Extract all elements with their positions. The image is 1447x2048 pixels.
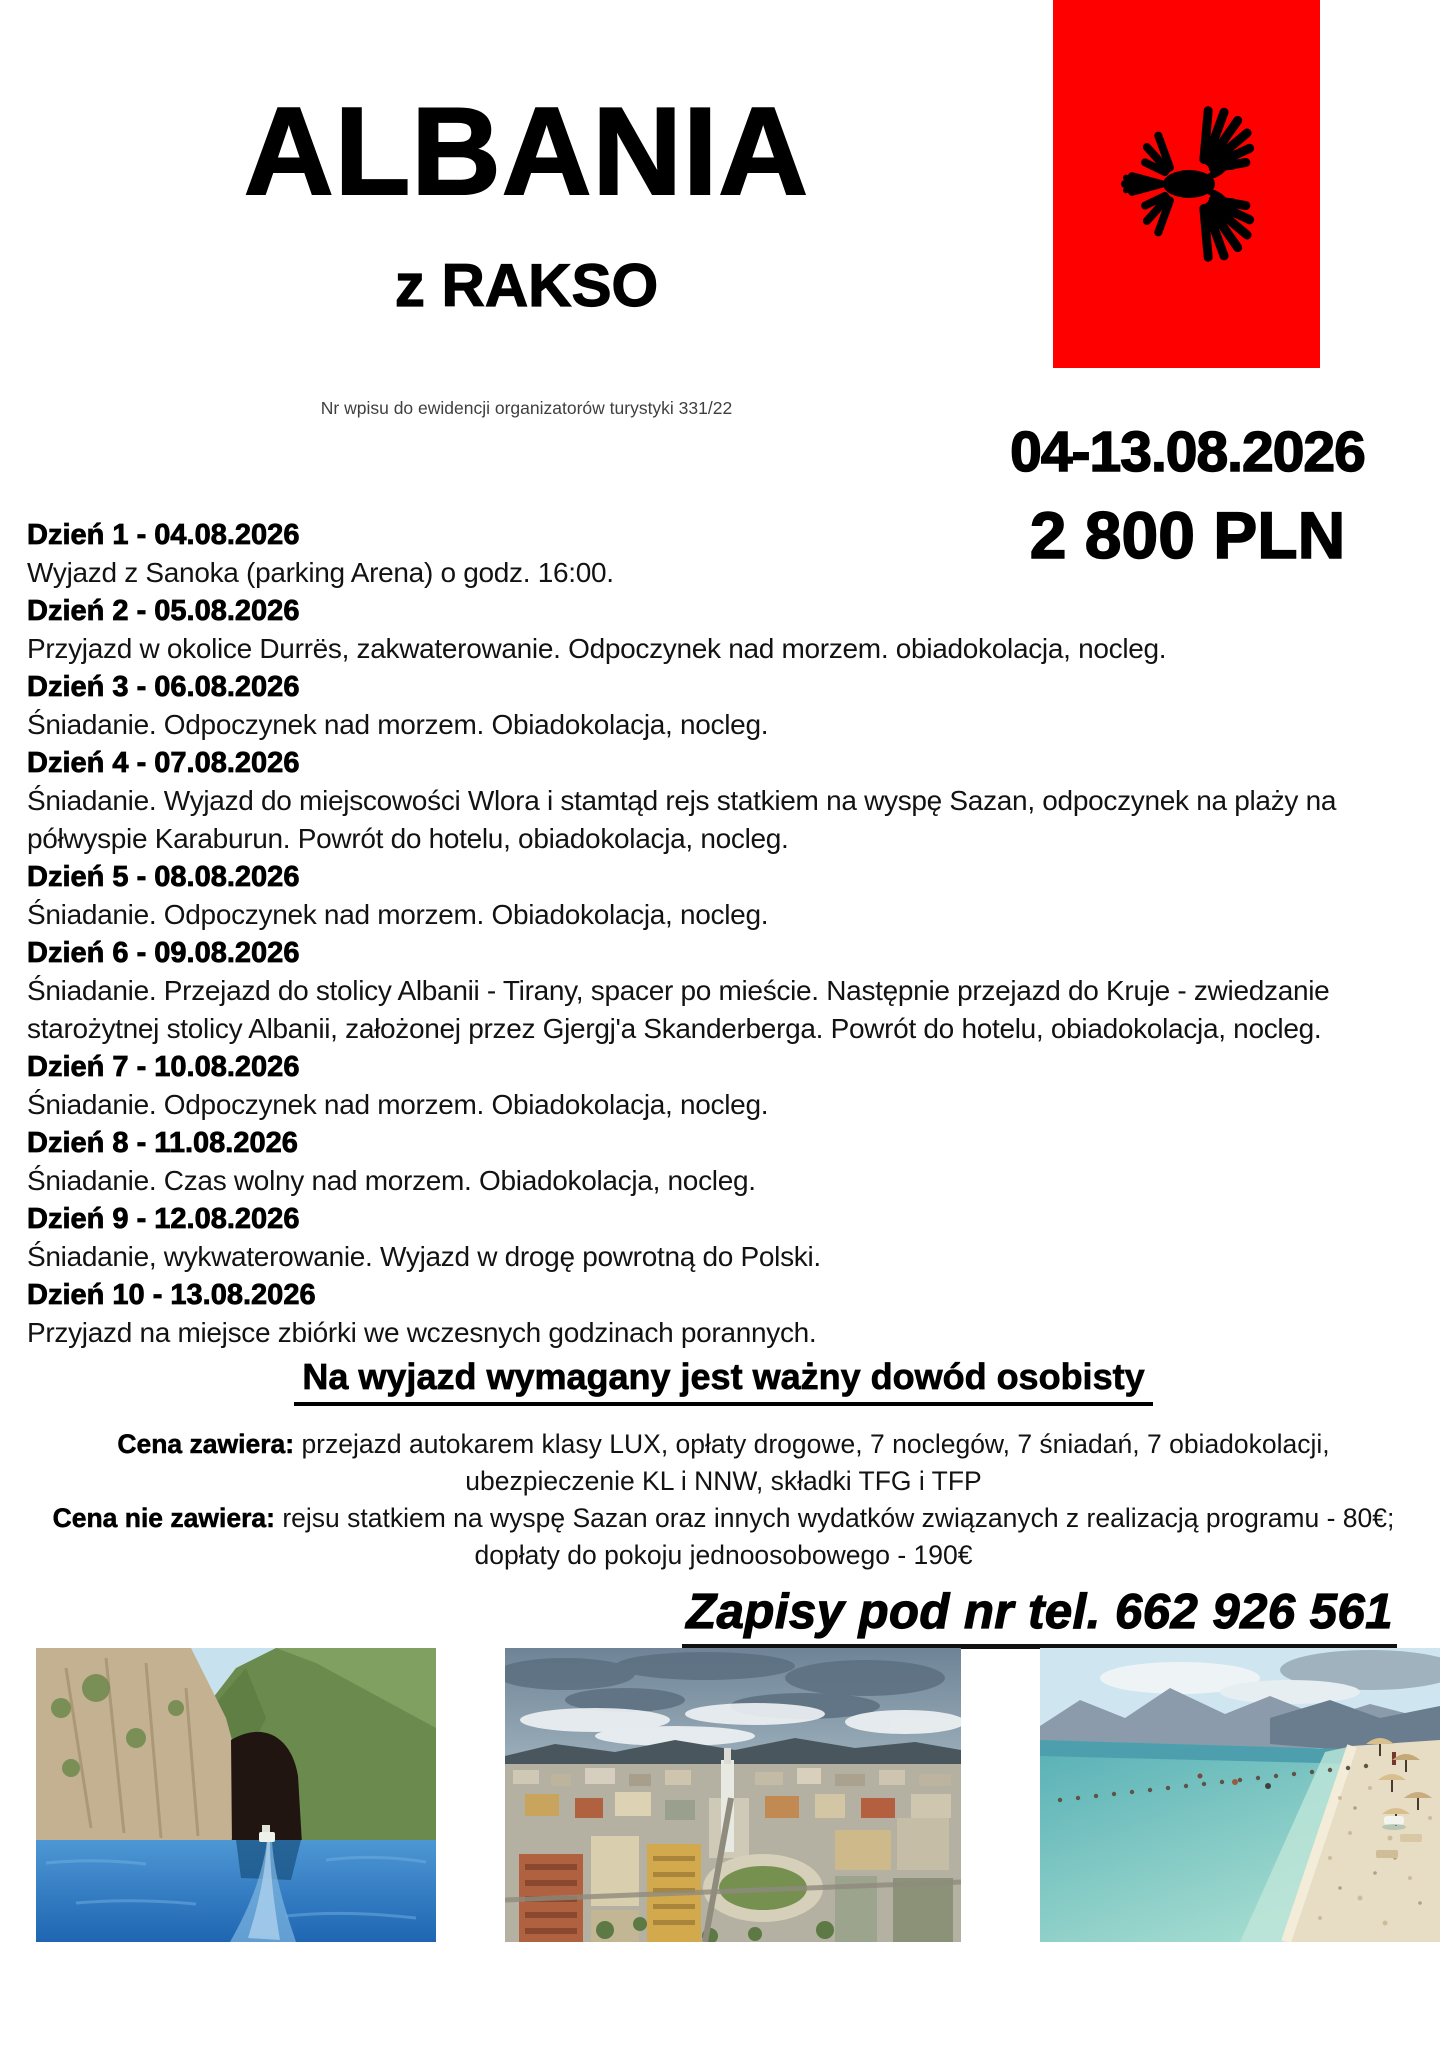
day-description: Śniadanie. Wyjazd do miejscowości Wlora i stamtąd rejs statkiem na wyspę Sazan, odpoczynek na plaży na półwyspie Karaburun. Powrót do hotelu, obiadokolacja, nocleg. [27,785,1337,854]
day-title: Dzień 6 - 09.08.2026 [27,937,300,969]
contact-phone [682,1584,1397,1649]
price-excludes-text: rejsu statkiem na wyspę Sazan oraz innych wydatków związanych z realizacją programu - 80€; [274,1503,1395,1533]
day-title: Dzień 1 - 04.08.2026 [27,519,300,551]
itinerary-day [27,1200,1431,1276]
pricing-section [20,1426,1427,1574]
contact-phone-text: Zapisy pod nr tel. 662 926 561 [682,1584,1397,1649]
registration-number: Nr wpisu do ewidencji organizatorów turystyki 331/22 [320,398,733,418]
itinerary-day [27,858,1431,934]
day-title: Dzień 7 - 10.08.2026 [27,1051,300,1083]
trip-price: 2 800 PLN [1029,498,1346,572]
price-includes-label: Cena zawiera: [117,1429,295,1459]
itinerary-day [27,934,1431,1048]
price-excludes-line: dopłaty do pokoju jednoosobowego - 190€ [474,1540,973,1570]
day-title: Dzień 8 - 11.08.2026 [27,1127,298,1159]
photo-beach [1040,1648,1440,1942]
day-title: Dzień 3 - 06.08.2026 [27,671,300,703]
day-title: Dzień 4 - 07.08.2026 [27,747,300,779]
photo-tirana-aerial [505,1648,961,1942]
day-description: Śniadanie. Czas wolny nad morzem. Obiadokolacja, nocleg. [27,1165,756,1196]
itinerary-day [27,744,1431,858]
price-includes-text: przejazd autokarem klasy LUX, opłaty drogowe, 7 noclegów, 7 śniadań, 7 obiadokolacji, [294,1429,1330,1459]
itinerary-day [27,668,1431,744]
page-title: ALBANIA [244,83,809,221]
day-title: Dzień 5 - 08.08.2026 [27,861,300,893]
itinerary [27,516,1431,1352]
itinerary-day [27,592,1431,668]
id-required-notice [0,1356,1447,1406]
trip-dates: 04-13.08.2026 [1010,420,1365,484]
day-description: Śniadanie. Przejazd do stolicy Albanii - Tirany, spacer po mieście. Następnie przejazd do Kruje - zwiedzanie starożytnej stolicy Albanii, założonej przez Gjergj'a Skanderberga. Powrót do hotelu, obiadokolacja, nocleg. [27,975,1330,1044]
day-description: Przyjazd na miejsce zbiórki we wczesnych godzinach porannych. [27,1317,817,1348]
day-description: Śniadanie. Odpoczynek nad morzem. Obiadokolacja, nocleg. [27,1089,769,1120]
price-includes-line [20,1426,1427,1463]
day-title: Dzień 10 - 13.08.2026 [27,1279,316,1311]
day-description: Śniadanie. Odpoczynek nad morzem. Obiadokolacja, nocleg. [27,899,769,930]
page-subtitle: z RAKSO [394,252,659,319]
price-excludes-label: Cena nie zawiera: [52,1503,275,1533]
photo-sea-cave [36,1648,436,1942]
albania-flag [1053,0,1320,368]
day-title: Dzień 9 - 12.08.2026 [27,1203,300,1235]
itinerary-day [27,1124,1431,1200]
itinerary-day [27,1276,1431,1352]
day-title: Dzień 2 - 05.08.2026 [27,595,300,627]
id-required-notice-text: Na wyjazd wymagany jest ważny dowód osobisty [294,1356,1152,1406]
itinerary-day [27,516,1431,592]
day-description: Wyjazd z Sanoka (parking Arena) o godz. 16:00. [27,557,614,588]
price-includes-line: ubezpieczenie KL i NNW, składki TFG i TFP [465,1466,982,1496]
day-description: Śniadanie. Odpoczynek nad morzem. Obiadokolacja, nocleg. [27,709,769,740]
day-description: Przyjazd w okolice Durrës, zakwaterowanie. Odpoczynek nad morzem. obiadokolacja, nocleg. [27,633,1167,664]
albanian-eagle-icon [1087,84,1287,284]
itinerary-day [27,1048,1431,1124]
price-excludes-line [20,1500,1427,1537]
day-description: Śniadanie, wykwaterowanie. Wyjazd w drogę powrotną do Polski. [27,1241,821,1272]
